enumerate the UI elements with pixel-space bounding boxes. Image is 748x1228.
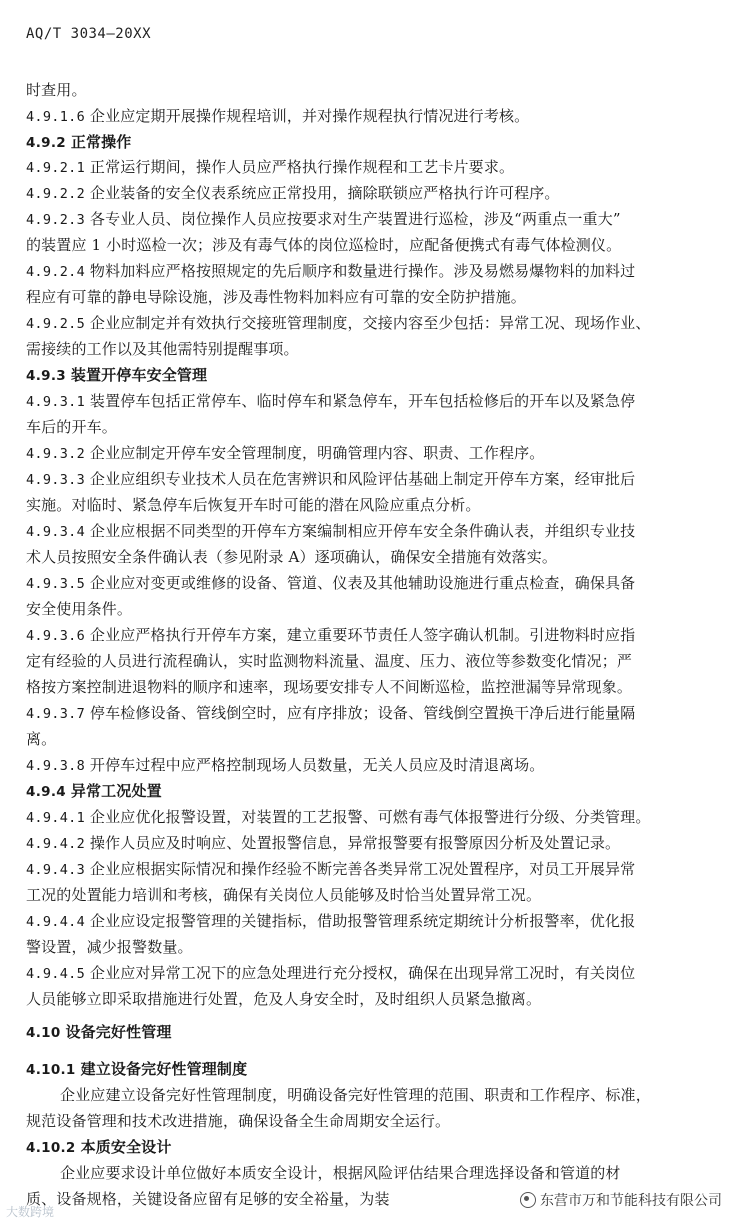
clause-text: 企业应制定并有效执行交接班管理制度，交接内容至少包括：异常工况、现场作业、 [89, 314, 651, 332]
paragraph-line [26, 469, 726, 490]
clause-text: 企业应设定报警管理的关键指标，借助报警管理系统定期统计分析报警率，优化报 [89, 912, 636, 930]
section-heading [26, 781, 726, 802]
paragraph-line [26, 183, 726, 204]
paragraph-line [26, 339, 726, 359]
clause-text: 企业应对变更或维修的设备、管道、仪表及其他辅助设施进行重点检查，确保具备 [89, 574, 636, 592]
clause-number: 4.9.3.3 [26, 472, 85, 488]
heading-text: 建立设备完好性管理制度 [80, 1060, 248, 1078]
paragraph-line [26, 963, 726, 984]
clause-text: 定有经验的人员进行流程确认，实时监测物料流量、温度、压力、液位等参数变化情况；严 [26, 652, 633, 670]
clause-text: 企业应要求设计单位做好本质安全设计，根据风险评估结果合理选择设备和管道的材 [60, 1164, 621, 1182]
wechat-account-icon [520, 1192, 536, 1208]
clause-number: 4.9.4.3 [26, 862, 85, 878]
clause-text: 各专业人员、岗位操作人员应按要求对生产装置进行巡检，涉及“两重点一重大” [89, 210, 621, 228]
paragraph-line [26, 651, 726, 671]
clause-number: 4.10 [26, 1025, 61, 1041]
paragraph-line [26, 417, 726, 437]
paragraph-line [26, 989, 726, 1009]
clause-text: 物料加料应严格按照规定的先后顺序和数量进行操作。涉及易燃易爆物料的加料过 [89, 262, 636, 280]
clause-number: 4.9.2.5 [26, 316, 85, 332]
paragraph-line [26, 261, 726, 282]
clause-number: 4.9.2.2 [26, 186, 85, 202]
paragraph-line [26, 1163, 726, 1183]
clause-number: 4.9.1.6 [26, 109, 85, 125]
paragraph-line [26, 833, 726, 854]
paragraph-line [26, 1085, 726, 1105]
clause-text: 企业装备的安全仪表系统应正常投用，摘除联锁应严格执行许可程序。 [89, 184, 560, 202]
clause-text: 企业应根据不同类型的开停车方案编制相应开停车安全条件确认表，并组织专业技 [89, 522, 636, 540]
paragraph-line [26, 313, 726, 334]
clause-number: 4.9.2.3 [26, 212, 85, 228]
clause-text: 企业应制定开停车安全管理制度，明确管理内容、职责、工作程序。 [89, 444, 545, 462]
heading-text: 设备完好性管理 [65, 1023, 172, 1041]
paragraph-line [26, 859, 726, 880]
paragraph-line [26, 703, 726, 724]
section-heading [26, 1137, 726, 1158]
paragraph-line [26, 573, 726, 594]
clause-number: 4.10.2 [26, 1140, 76, 1156]
clause-text: 术人员按照安全条件确认表（参见附录 A）逐项确认，确保安全措施有效落实。 [26, 548, 558, 566]
paragraph-line [26, 729, 726, 749]
clause-text: 企业应严格执行开停车方案，建立重要环节责任人签字确认机制。引进物料时应指 [89, 626, 636, 644]
paragraph-line [26, 106, 726, 127]
paragraph-line [26, 807, 726, 828]
clause-text: 操作人员应及时响应、处置报警信息，异常报警要有报警原因分析及处置记录。 [89, 834, 621, 852]
paragraph-line [26, 625, 726, 646]
clause-text: 企业应组织专业技术人员在危害辨识和风险评估基础上制定开停车方案，经审批后 [89, 470, 636, 488]
standard-code-header: AQ/T 3034—20XX [26, 26, 152, 42]
clause-number: 4.9.3.5 [26, 576, 85, 592]
paragraph-line [26, 287, 726, 307]
clause-text: 的装置应 1 小时巡检一次；涉及有毒气体的岗位巡检时，应配备便携式有毒气体检测仪。 [26, 236, 622, 254]
heading-text: 异常工况处置 [70, 782, 162, 800]
clause-text: 企业应对异常工况下的应急处理进行充分授权，确保在出现异常工况时，有关岗位 [89, 964, 636, 982]
clause-text: 车后的开车。 [26, 418, 117, 436]
clause-number: 4.10.1 [26, 1062, 76, 1078]
clause-number: 4.9.3 [26, 368, 66, 384]
clause-number: 4.9.2.1 [26, 160, 85, 176]
paragraph-line [26, 911, 726, 932]
section-heading [26, 1022, 726, 1043]
clause-number: 4.9.3.7 [26, 706, 85, 722]
section-heading [26, 1059, 726, 1080]
clause-text: 工况的处置能力培训和考核，确保有关岗位人员能够及时恰当处置异常工况。 [26, 886, 542, 904]
clause-text: 时查用。 [26, 81, 87, 99]
heading-text: 正常操作 [70, 133, 132, 151]
clause-text: 警设置，减少报警数量。 [26, 938, 193, 956]
clause-number: 4.9.4 [26, 784, 66, 800]
clause-text: 人员能够立即采取措施进行处置，危及人身安全时，及时组织人员紧急撤离。 [26, 990, 542, 1008]
clause-text: 企业应优化报警设置，对装置的工艺报警、可燃有毒气体报警进行分级、分类管理。 [89, 808, 651, 826]
paragraph-line [26, 599, 726, 619]
clause-text: 企业应定期开展操作规程培训，并对操作规程执行情况进行考核。 [89, 107, 530, 125]
clause-number: 4.9.3.4 [26, 524, 85, 540]
section-heading [26, 365, 726, 386]
clause-text: 需接续的工作以及其他需特别提醒事项。 [26, 340, 299, 358]
clause-number: 4.9.3.1 [26, 394, 85, 410]
clause-text: 规范设备管理和技术改进措施，确保设备全生命周期安全运行。 [26, 1112, 451, 1130]
watermark-right [516, 1188, 726, 1212]
clause-text: 企业应建立设备完好性管理制度，明确设备完好性管理的范围、职责和工作程序、标准， [60, 1086, 651, 1104]
clause-text: 质、设备规格，关键设备应留有足够的安全裕量，为装 [26, 1190, 390, 1208]
paragraph-line [26, 80, 726, 100]
clause-text: 正常运行期间，操作人员应严格执行操作规程和工艺卡片要求。 [89, 158, 515, 176]
clause-number: 4.9.3.6 [26, 628, 85, 644]
clause-text: 程应有可靠的静电导除设施，涉及毒性物料加料应有可靠的安全防护措施。 [26, 288, 526, 306]
heading-text: 本质安全设计 [80, 1138, 172, 1156]
paragraph-line [26, 495, 726, 515]
clause-text: 格按方案控制进退物料的顺序和速率，现场要安排专人不间断巡检，监控泄漏等异常现象。 [26, 678, 633, 696]
paragraph-line [26, 235, 726, 255]
clause-number: 4.9.3.2 [26, 446, 85, 462]
clause-text: 离。 [26, 730, 57, 748]
watermark-company: 东营市万和节能科技有限公司 [540, 1193, 722, 1209]
clause-text: 实施。对临时、紧急停车后恢复开车时可能的潜在风险应重点分析。 [26, 496, 481, 514]
paragraph-line [26, 157, 726, 178]
clause-text: 停车检修设备、管线倒空时，应有序排放；设备、管线倒空置换干净后进行能量隔 [89, 704, 636, 722]
paragraph-line [26, 937, 726, 957]
clause-number: 4.9.4.2 [26, 836, 85, 852]
section-heading [26, 132, 726, 153]
clause-number: 4.9.4.5 [26, 966, 85, 982]
paragraph-line [26, 755, 726, 776]
heading-text: 装置开停车安全管理 [70, 366, 208, 384]
clause-text: 企业应根据实际情况和操作经验不断完善各类异常工况处置程序，对员工开展异常 [89, 860, 636, 878]
clause-number: 4.9.4.4 [26, 914, 85, 930]
paragraph-line [26, 547, 726, 567]
clause-number: 4.9.3.8 [26, 758, 85, 774]
paragraph-line [26, 521, 726, 542]
paragraph-line [26, 443, 726, 464]
watermark-left: 大数跨境 [6, 1205, 55, 1219]
paragraph-line [26, 885, 726, 905]
paragraph-line [26, 677, 726, 697]
paragraph-line [26, 391, 726, 412]
clause-number: 4.9.2 [26, 135, 66, 151]
clause-number: 4.9.2.4 [26, 264, 85, 280]
clause-text: 装置停车包括正常停车、临时停车和紧急停车，开车包括检修后的开车以及紧急停 [89, 392, 636, 410]
paragraph-line [26, 1111, 726, 1131]
clause-text: 开停车过程中应严格控制现场人员数量，无关人员应及时清退离场。 [89, 756, 545, 774]
clause-number: 4.9.4.1 [26, 810, 85, 826]
clause-text: 安全使用条件。 [26, 600, 133, 618]
paragraph-line [26, 209, 726, 230]
